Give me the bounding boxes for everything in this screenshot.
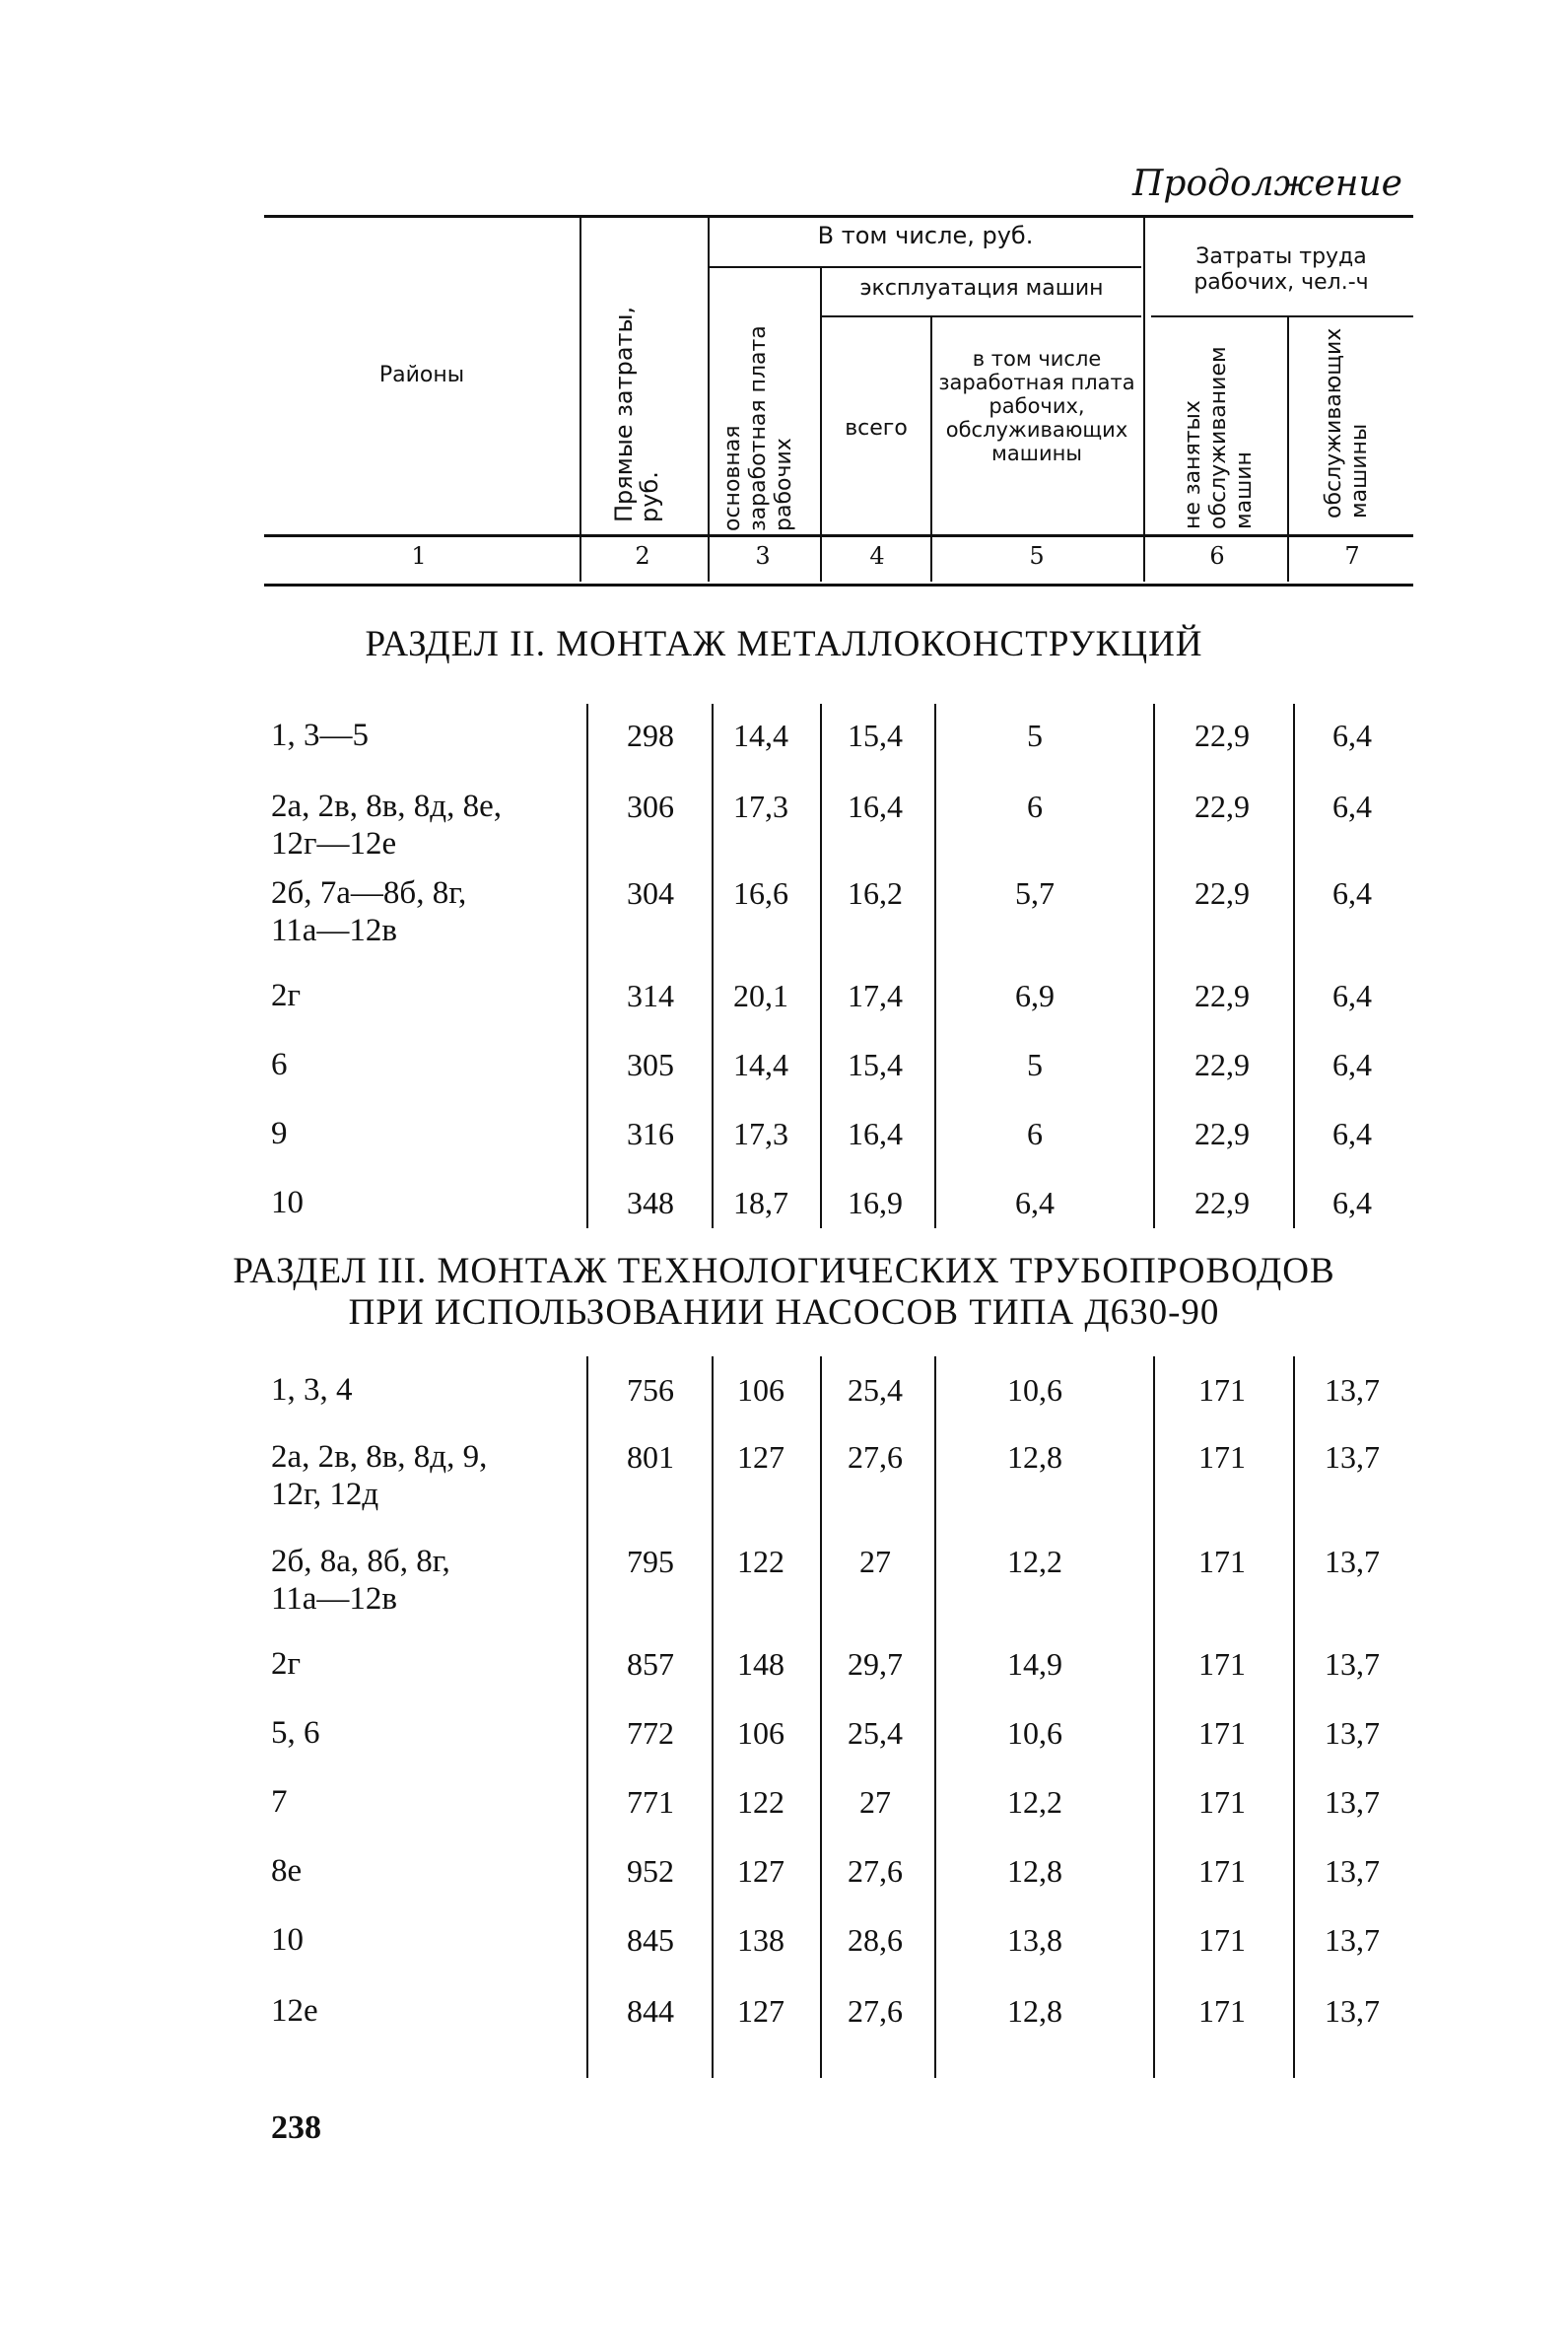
value-cell: 16,2 xyxy=(848,875,903,911)
header-base-wages: основная заработная плата рабочих xyxy=(720,325,796,531)
column-number: 6 xyxy=(1209,542,1225,570)
region-cell: 1, 3—5 xyxy=(271,718,369,753)
region-cell: 6 xyxy=(271,1047,288,1082)
value-cell: 22,9 xyxy=(1194,718,1250,753)
value-cell: 5 xyxy=(1027,1047,1043,1082)
value-cell: 13,7 xyxy=(1325,1372,1380,1408)
region-cell: 10 xyxy=(271,1185,304,1220)
value-cell: 6,4 xyxy=(1332,1116,1372,1151)
region-cell: 2а, 2в, 8в, 8д, 9, xyxy=(271,1439,488,1475)
value-cell: 12,8 xyxy=(1007,1993,1062,2029)
region-cell: 10 xyxy=(271,1922,304,1958)
value-cell: 6,4 xyxy=(1332,1047,1372,1082)
section-3-title-line2: ПРИ ИСПОЛЬЗОВАНИИ НАСОСОВ ТИПА Д630-90 xyxy=(348,1292,1220,1333)
value-cell: 5,7 xyxy=(1015,875,1055,911)
value-cell: 171 xyxy=(1198,1922,1246,1958)
value-cell: 845 xyxy=(627,1922,674,1958)
value-cell: 13,7 xyxy=(1325,1646,1380,1682)
value-cell: 171 xyxy=(1198,1784,1246,1820)
value-cell: 27 xyxy=(859,1784,891,1820)
value-cell: 771 xyxy=(627,1784,674,1820)
value-cell: 20,1 xyxy=(733,978,788,1013)
region-cell: 11а—12в xyxy=(271,913,398,948)
value-cell: 171 xyxy=(1198,1439,1246,1475)
header-labor-group: Затраты труда рабочих, чел.-ч xyxy=(1193,244,1369,295)
region-cell: 11а—12в xyxy=(271,1581,398,1617)
header-regions: Районы xyxy=(378,363,465,387)
column-divider xyxy=(1153,1356,1155,2078)
column-number: 3 xyxy=(755,542,771,570)
page-number: 238 xyxy=(271,2109,321,2146)
value-cell: 801 xyxy=(627,1439,674,1475)
value-cell: 13,7 xyxy=(1325,1993,1380,2029)
value-cell: 12,8 xyxy=(1007,1853,1062,1889)
column-divider xyxy=(586,1356,588,2078)
column-divider xyxy=(934,1356,936,2078)
value-cell: 12,8 xyxy=(1007,1439,1062,1475)
value-cell: 22,9 xyxy=(1194,789,1250,824)
value-cell: 844 xyxy=(627,1993,674,2029)
value-cell: 171 xyxy=(1198,1715,1246,1751)
region-cell: 2г xyxy=(271,1646,302,1682)
value-cell: 6,9 xyxy=(1015,978,1055,1013)
value-cell: 304 xyxy=(627,875,674,911)
value-cell: 13,7 xyxy=(1325,1439,1380,1475)
value-cell: 16,4 xyxy=(848,789,903,824)
header-machines-group: эксплуатация машин xyxy=(859,276,1104,301)
value-cell: 106 xyxy=(737,1715,784,1751)
value-cell: 22,9 xyxy=(1194,1047,1250,1082)
value-cell: 17,4 xyxy=(848,978,903,1013)
value-cell: 171 xyxy=(1198,1993,1246,2029)
value-cell: 17,3 xyxy=(733,1116,788,1151)
value-cell: 171 xyxy=(1198,1646,1246,1682)
column-number: 4 xyxy=(869,542,885,570)
value-cell: 5 xyxy=(1027,718,1043,753)
section-3-title-line1: РАЗДЕЛ III. МОНТАЖ ТЕХНОЛОГИЧЕСКИХ ТРУБОПРОВОДОВ xyxy=(233,1251,1335,1291)
region-cell: 2б, 8а, 8б, 8г, xyxy=(271,1544,450,1579)
value-cell: 127 xyxy=(737,1439,784,1475)
value-cell: 6,4 xyxy=(1015,1185,1055,1220)
header-labor-not-machines: не занятых обслуживанием машин xyxy=(1181,346,1257,529)
value-cell: 148 xyxy=(737,1646,784,1682)
region-cell: 9 xyxy=(271,1116,288,1151)
column-number: 1 xyxy=(411,542,427,570)
value-cell: 27,6 xyxy=(848,1439,903,1475)
value-cell: 122 xyxy=(737,1544,784,1579)
region-cell: 2б, 7а—8б, 8г, xyxy=(271,875,467,911)
value-cell: 12,2 xyxy=(1007,1784,1062,1820)
value-cell: 27 xyxy=(859,1544,891,1579)
value-cell: 13,7 xyxy=(1325,1544,1380,1579)
header-direct-costs: Прямые затраты, руб. xyxy=(610,306,663,522)
value-cell: 795 xyxy=(627,1544,674,1579)
value-cell: 10,6 xyxy=(1007,1372,1062,1408)
value-cell: 6,4 xyxy=(1332,875,1372,911)
column-number: 7 xyxy=(1344,542,1360,570)
column-number: 2 xyxy=(635,542,650,570)
value-cell: 13,7 xyxy=(1325,1853,1380,1889)
value-cell: 952 xyxy=(627,1853,674,1889)
region-cell: 12г—12е xyxy=(271,826,397,862)
value-cell: 15,4 xyxy=(848,1047,903,1082)
value-cell: 348 xyxy=(627,1185,674,1220)
value-cell: 14,4 xyxy=(733,1047,788,1082)
value-cell: 16,4 xyxy=(848,1116,903,1151)
value-cell: 756 xyxy=(627,1372,674,1408)
value-cell: 16,9 xyxy=(848,1185,903,1220)
column-divider xyxy=(1153,704,1155,1228)
value-cell: 772 xyxy=(627,1715,674,1751)
header-total: всего xyxy=(845,416,908,441)
value-cell: 306 xyxy=(627,789,674,824)
section-2-title: РАЗДЕЛ II. МОНТАЖ МЕТАЛЛОКОНСТРУКЦИЙ xyxy=(365,624,1203,664)
value-cell: 171 xyxy=(1198,1544,1246,1579)
value-cell: 171 xyxy=(1198,1372,1246,1408)
value-cell: 305 xyxy=(627,1047,674,1082)
value-cell: 314 xyxy=(627,978,674,1013)
header-including-group: В том числе, руб. xyxy=(817,222,1034,249)
value-cell: 127 xyxy=(737,1993,784,2029)
column-divider xyxy=(586,704,588,1228)
value-cell: 18,7 xyxy=(733,1185,788,1220)
value-cell: 13,7 xyxy=(1325,1784,1380,1820)
value-cell: 25,4 xyxy=(848,1372,903,1408)
value-cell: 15,4 xyxy=(848,718,903,753)
value-cell: 27,6 xyxy=(848,1853,903,1889)
value-cell: 857 xyxy=(627,1646,674,1682)
value-cell: 13,7 xyxy=(1325,1715,1380,1751)
value-cell: 6,4 xyxy=(1332,789,1372,824)
value-cell: 122 xyxy=(737,1784,784,1820)
region-cell: 12г, 12д xyxy=(271,1477,379,1512)
value-cell: 29,7 xyxy=(848,1646,903,1682)
value-cell: 17,3 xyxy=(733,789,788,824)
header-machine-wages: в том числе заработная плата рабочих, обслуживающих машины xyxy=(938,347,1135,465)
value-cell: 14,4 xyxy=(733,718,788,753)
value-cell: 6,4 xyxy=(1332,978,1372,1013)
value-cell: 106 xyxy=(737,1372,784,1408)
value-cell: 13,8 xyxy=(1007,1922,1062,1958)
region-cell: 7 xyxy=(271,1784,288,1820)
value-cell: 6 xyxy=(1027,1116,1043,1151)
column-number: 5 xyxy=(1029,542,1045,570)
column-divider xyxy=(934,704,936,1228)
value-cell: 22,9 xyxy=(1194,1116,1250,1151)
value-cell: 22,9 xyxy=(1194,1185,1250,1220)
value-cell: 25,4 xyxy=(848,1715,903,1751)
value-cell: 6 xyxy=(1027,789,1043,824)
value-cell: 14,9 xyxy=(1007,1646,1062,1682)
value-cell: 12,2 xyxy=(1007,1544,1062,1579)
value-cell: 316 xyxy=(627,1116,674,1151)
region-cell: 5, 6 xyxy=(271,1715,320,1751)
region-cell: 12е xyxy=(271,1993,318,2029)
region-cell: 1, 3, 4 xyxy=(271,1372,353,1408)
value-cell: 16,6 xyxy=(733,875,788,911)
value-cell: 10,6 xyxy=(1007,1715,1062,1751)
region-cell: 2а, 2в, 8в, 8д, 8е, xyxy=(271,789,502,824)
value-cell: 171 xyxy=(1198,1853,1246,1889)
value-cell: 127 xyxy=(737,1853,784,1889)
value-cell: 6,4 xyxy=(1332,718,1372,753)
continuation-label: Продолжение xyxy=(1132,164,1402,204)
value-cell: 28,6 xyxy=(848,1922,903,1958)
value-cell: 6,4 xyxy=(1332,1185,1372,1220)
value-cell: 13,7 xyxy=(1325,1922,1380,1958)
value-cell: 22,9 xyxy=(1194,875,1250,911)
value-cell: 22,9 xyxy=(1194,978,1250,1013)
value-cell: 27,6 xyxy=(848,1993,903,2029)
value-cell: 138 xyxy=(737,1922,784,1958)
region-cell: 8е xyxy=(271,1853,303,1889)
header-labor-machines: обслуживающих машины xyxy=(1322,327,1372,518)
value-cell: 298 xyxy=(627,718,674,753)
region-cell: 2г xyxy=(271,978,302,1013)
